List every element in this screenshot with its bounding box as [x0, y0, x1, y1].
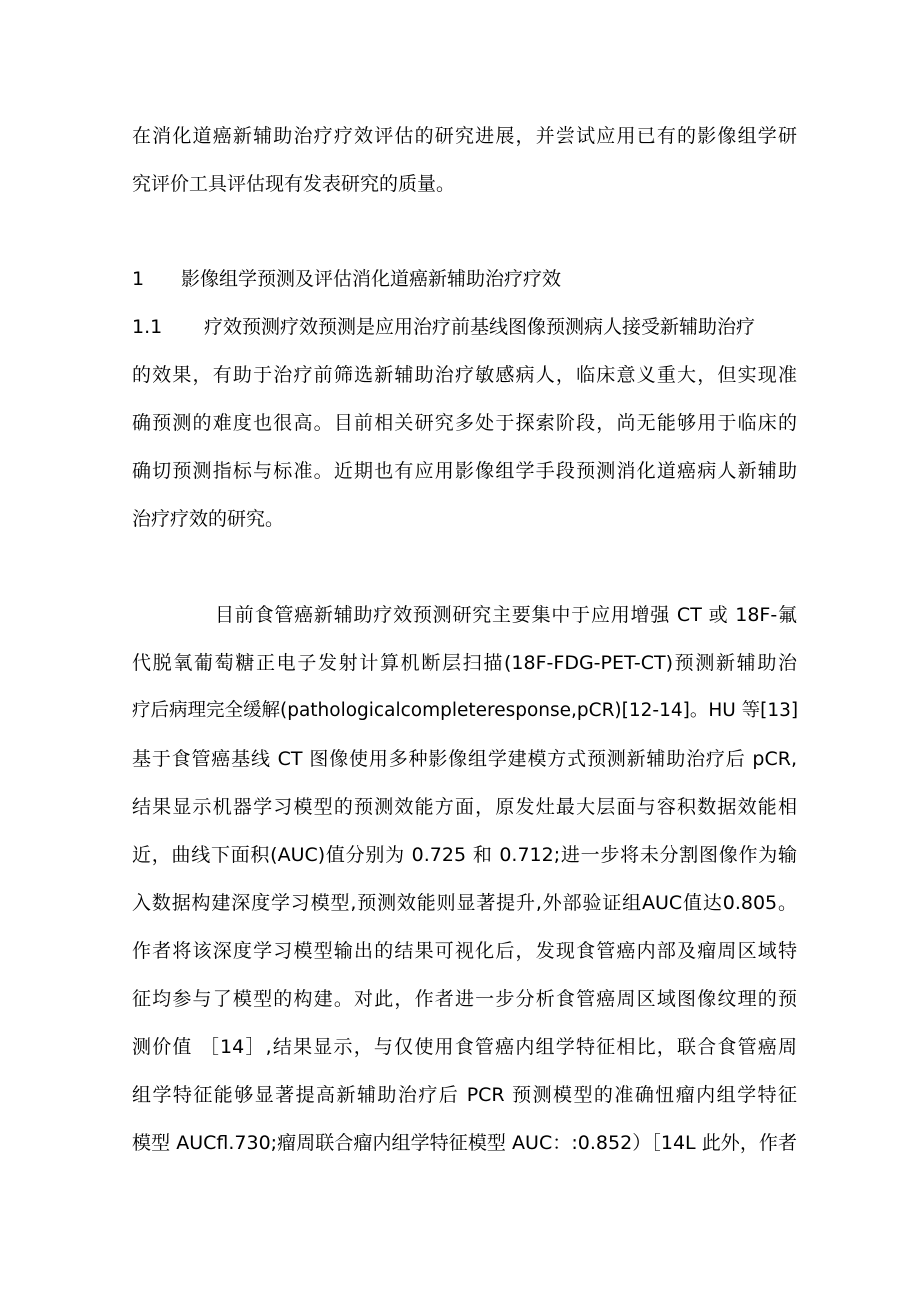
subsection-line-4: 确切预测指标与标准。近期也有应用影像组学手段预测消化道癌病人新辅助	[132, 460, 797, 482]
section-title: 影像组学预测及评估消化道癌新辅助治疗疗效	[181, 268, 562, 290]
paragraph-line-3: 疗后病理完全缓解(pathologicalcompleteresponse,pCR)[12-14]。HU 等[13]	[132, 700, 799, 721]
section-number: 1	[132, 268, 145, 290]
paragraph-line-8: 作者将该深度学习模型输出的结果可视化后，发现食管癌内部及瘤周区域特	[132, 940, 797, 962]
paragraph-line-9: 征均参与了模型的构建。对此，作者进一步分析食管癌周区域图像纹理的预	[132, 988, 797, 1010]
paragraph-line-11: 组学特征能够显著提高新辅助治疗后 PCR 预测模型的准确忸瘤内组学特征	[132, 1084, 797, 1106]
subsection-heading-1-1	[132, 315, 797, 339]
subsection-first-line: 疗效预测疗效预测是应用治疗前基线图像预测病人接受新辅助治疗	[204, 316, 756, 338]
section-heading-1	[132, 267, 797, 291]
subsection-line-5: 治疗疗效的研究。	[132, 508, 285, 530]
intro-line-2: 究评价工具评估现有发表研究的质量。	[132, 173, 456, 195]
paragraph-line-7: 入数据构建深度学习模型,预测效能则显著提升,外部验证组AUC值达0.805。	[132, 892, 797, 914]
paragraph-line-4: 基于食管癌基线 CT 图像使用多种影像组学建模方式预测新辅助治疗后 pCR,	[132, 748, 797, 770]
paragraph-line-1: 目前食管癌新辅助疗效预测研究主要集中于应用增强 CT 或 18F-氟	[215, 604, 797, 626]
subsection-line-2: 的效果，有助于治疗前筛选新辅助治疗敏感病人，临床意义重大，但实现准	[132, 364, 797, 386]
paragraph-line-6: 近，曲线下面积(AUC)值分别为 0.725 和 0.712;进一步将未分割图像作为输	[132, 844, 797, 866]
paragraph-line-2: 代脱氧葡萄糖正电子发射计算机断层扫描(18F-FDG-PET-CT)预测新辅助治	[132, 652, 797, 674]
subsection-number: 1.1	[132, 316, 163, 338]
intro-line-1: 在消化道癌新辅助治疗疗效评估的研究进展，并尝试应用已有的影像组学研	[132, 125, 797, 147]
subsection-line-3: 确预测的难度也很高。目前相关研究多处于探索阶段，尚无能够用于临床的	[132, 412, 797, 434]
paragraph-line-10: 测价值 ［14］,结果显示，与仅使用食管癌内组学特征相比，联合食管癌周	[132, 1036, 797, 1058]
paragraph-line-12: 模型 AUCfl.730;瘤周联合瘤内组学特征模型 AUC：:0.852）［14L 此外，作者	[132, 1132, 797, 1154]
paragraph-line-5: 结果显示机器学习模型的预测效能方面，原发灶最大层面与容积数据效能相	[132, 796, 797, 818]
